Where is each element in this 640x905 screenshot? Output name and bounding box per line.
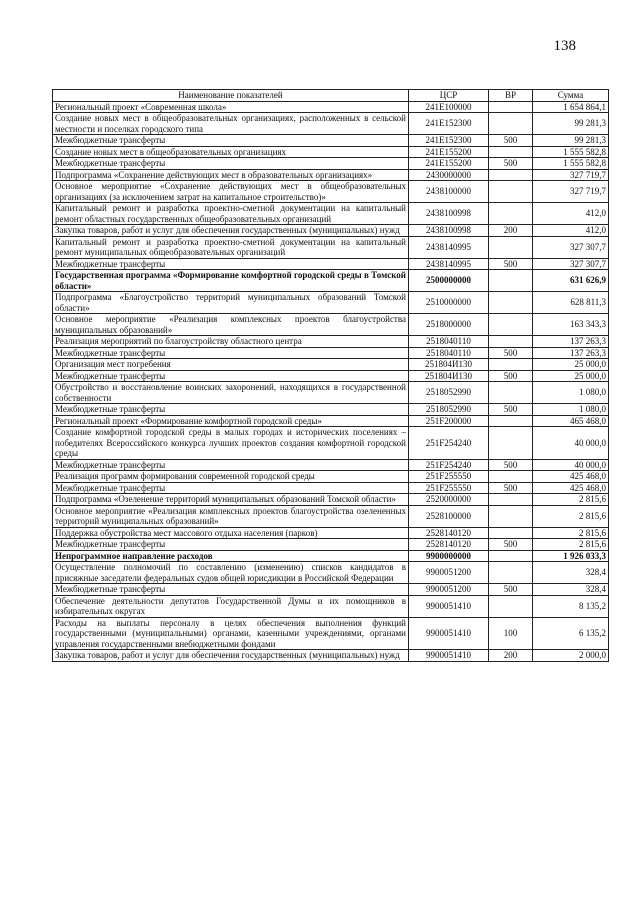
- header-name: Наименование показателей: [53, 90, 409, 102]
- row-vr: [489, 415, 533, 427]
- table-row: [53, 101, 609, 113]
- row-sum: 327 307,7: [533, 258, 609, 270]
- row-code: 241E152300: [409, 113, 489, 135]
- row-code: 251F254240: [409, 459, 489, 471]
- row-code: 241E155200: [409, 158, 489, 170]
- table-row: [53, 562, 609, 584]
- row-vr: [489, 270, 533, 292]
- row-name: Подпрограмма «Сохранение действующих мест в образовательных организациях»: [53, 169, 409, 181]
- row-code: 2438100998: [409, 225, 489, 237]
- row-sum: 465 468,0: [533, 415, 609, 427]
- table-row: [53, 270, 609, 292]
- row-code: 2438140995: [409, 258, 489, 270]
- row-vr: 500: [489, 258, 533, 270]
- row-sum: 1 555 582,8: [533, 158, 609, 170]
- table-row: [53, 427, 609, 460]
- row-code: 251F200000: [409, 415, 489, 427]
- table-row: [53, 584, 609, 596]
- row-code: 2518052990: [409, 404, 489, 416]
- row-code: 2438100000: [409, 181, 489, 203]
- table-row: [53, 359, 609, 371]
- table-row: [53, 181, 609, 203]
- row-sum: 1 080,0: [533, 382, 609, 404]
- row-name: Межбюджетные трансферты: [53, 584, 409, 596]
- row-vr: 200: [489, 225, 533, 237]
- row-vr: 500: [489, 347, 533, 359]
- row-sum: 412,0: [533, 225, 609, 237]
- row-vr: [489, 359, 533, 371]
- row-code: 251F255550: [409, 471, 489, 483]
- row-sum: 40 000,0: [533, 427, 609, 460]
- row-name: Создание новых мест в общеобразовательных организациях: [53, 146, 409, 158]
- row-code: 2438100998: [409, 203, 489, 225]
- header-sum: Сумма: [533, 90, 609, 102]
- row-code: 241E100000: [409, 101, 489, 113]
- row-vr: 500: [489, 482, 533, 494]
- row-sum: 327 307,7: [533, 236, 609, 258]
- row-sum: 2 000,0: [533, 650, 609, 662]
- row-name: Реализация программ формирования современной городской среды: [53, 471, 409, 483]
- table-body: [53, 101, 609, 661]
- row-code: 251F254240: [409, 427, 489, 460]
- table-row: [53, 595, 609, 617]
- row-vr: [489, 314, 533, 336]
- row-vr: [489, 550, 533, 562]
- row-sum: 1 926 033,3: [533, 550, 609, 562]
- row-vr: 200: [489, 650, 533, 662]
- row-name: Осуществление полномочий по составлению (изменению) списков кандидатов в присяжные заседатели федеральных судов общей юрисдикции в Российской Федерации: [53, 562, 409, 584]
- row-sum: 163 343,3: [533, 314, 609, 336]
- row-code: 2518052990: [409, 382, 489, 404]
- row-code: 2518000000: [409, 314, 489, 336]
- row-name: Расходы на выплаты персоналу в целях обеспечения выполнения функций государственными (муниципальными) органами, казенными учреждениями, органами управления государственными внебюджетными фондами: [53, 617, 409, 650]
- row-sum: 2 815,6: [533, 539, 609, 551]
- row-vr: [489, 292, 533, 314]
- row-sum: 137 263,3: [533, 336, 609, 348]
- row-name: Межбюджетные трансферты: [53, 404, 409, 416]
- row-vr: [489, 562, 533, 584]
- row-vr: [489, 113, 533, 135]
- row-name: Подпрограмма «Озеленение территорий муниципальных образований Томской области»: [53, 494, 409, 506]
- row-vr: [489, 427, 533, 460]
- row-sum: 25 000,0: [533, 359, 609, 371]
- row-vr: 100: [489, 617, 533, 650]
- row-name: Капитальный ремонт и разработка проектно-сметной документации на капитальный ремонт областных государственных общеобразовательных организаций: [53, 203, 409, 225]
- table-row: [53, 494, 609, 506]
- row-sum: 328,4: [533, 584, 609, 596]
- row-sum: 2 815,6: [533, 527, 609, 539]
- row-sum: 99 281,3: [533, 135, 609, 147]
- row-code: 2528100000: [409, 505, 489, 527]
- row-code: 2510000000: [409, 292, 489, 314]
- row-sum: 99 281,3: [533, 113, 609, 135]
- row-name: Закупка товаров, работ и услуг для обеспечения государственных (муниципальных) нужд: [53, 225, 409, 237]
- table-row: [53, 482, 609, 494]
- row-name: Обустройство и восстановление воинских захоронений, находящихся в государственной собственности: [53, 382, 409, 404]
- row-code: 9900051200: [409, 584, 489, 596]
- row-vr: [489, 101, 533, 113]
- row-name: Реализация мероприятий по благоустройству областного центра: [53, 336, 409, 348]
- row-sum: 1 555 582,8: [533, 146, 609, 158]
- row-code: 241E155200: [409, 146, 489, 158]
- row-sum: 2 815,6: [533, 494, 609, 506]
- row-vr: [489, 169, 533, 181]
- row-sum: 2 815,6: [533, 505, 609, 527]
- table-row: [53, 236, 609, 258]
- row-name: Основное мероприятие «Реализация комплексных проектов благоустройства муниципальных образований»: [53, 314, 409, 336]
- row-vr: [489, 203, 533, 225]
- row-name: Обеспечение деятельности депутатов Государственной Думы и их помощников в избирательных округах: [53, 595, 409, 617]
- table-row: [53, 113, 609, 135]
- table-row: [53, 550, 609, 562]
- row-vr: [489, 527, 533, 539]
- row-sum: 631 626,9: [533, 270, 609, 292]
- row-sum: 412,0: [533, 203, 609, 225]
- table-row: [53, 459, 609, 471]
- row-vr: [489, 505, 533, 527]
- table-row: [53, 146, 609, 158]
- row-vr: [489, 382, 533, 404]
- row-vr: 500: [489, 459, 533, 471]
- row-code: 9900051410: [409, 650, 489, 662]
- row-sum: 6 135,2: [533, 617, 609, 650]
- table-row: [53, 336, 609, 348]
- row-name: Организация мест погребения: [53, 359, 409, 371]
- table-row: [53, 404, 609, 416]
- table-row: [53, 258, 609, 270]
- row-name: Создание новых мест в общеобразовательных организациях, расположенных в сельской местности и поселках городского типа: [53, 113, 409, 135]
- page-number: 138: [553, 38, 576, 54]
- table-row: [53, 314, 609, 336]
- row-sum: 40 000,0: [533, 459, 609, 471]
- row-vr: 500: [489, 584, 533, 596]
- row-name: Основное мероприятие «Реализация комплексных проектов благоустройства озелененных территорий муниципальных образований»: [53, 505, 409, 527]
- row-code: 2528140120: [409, 539, 489, 551]
- header-vr: ВР: [489, 90, 533, 102]
- row-code: 2430000000: [409, 169, 489, 181]
- table-row: [53, 158, 609, 170]
- row-vr: [489, 181, 533, 203]
- row-sum: 25 000,0: [533, 370, 609, 382]
- table-row: [53, 292, 609, 314]
- row-sum: 1 080,0: [533, 404, 609, 416]
- row-vr: [489, 595, 533, 617]
- row-name: Межбюджетные трансферты: [53, 347, 409, 359]
- row-vr: 500: [489, 135, 533, 147]
- row-name: Межбюджетные трансферты: [53, 158, 409, 170]
- row-sum: 327 719,7: [533, 181, 609, 203]
- row-code: 9900051410: [409, 617, 489, 650]
- row-sum: 327 719,7: [533, 169, 609, 181]
- row-vr: 500: [489, 370, 533, 382]
- row-vr: [489, 236, 533, 258]
- row-vr: 500: [489, 404, 533, 416]
- row-name: Межбюджетные трансферты: [53, 370, 409, 382]
- row-sum: 137 263,3: [533, 347, 609, 359]
- row-code: 2518040110: [409, 336, 489, 348]
- row-sum: 425 468,0: [533, 482, 609, 494]
- table-row: [53, 203, 609, 225]
- row-name: Межбюджетные трансферты: [53, 258, 409, 270]
- table-row: [53, 527, 609, 539]
- table-row: [53, 169, 609, 181]
- row-code: 9900000000: [409, 550, 489, 562]
- row-code: 2518040110: [409, 347, 489, 359]
- row-code: 2520000000: [409, 494, 489, 506]
- row-code: 251804И130: [409, 359, 489, 371]
- row-code: 241E152300: [409, 135, 489, 147]
- budget-table: [52, 89, 609, 662]
- row-name: Межбюджетные трансферты: [53, 135, 409, 147]
- row-vr: 500: [489, 539, 533, 551]
- table-header-row: [53, 90, 609, 102]
- row-sum: 8 135,2: [533, 595, 609, 617]
- row-vr: [489, 146, 533, 158]
- header-code: ЦСР: [409, 90, 489, 102]
- table-row: [53, 347, 609, 359]
- row-name: Создание комфортной городской среды в малых городах и исторических поселениях – победителях Всероссийского конкурса лучших проектов создания комфортной городской среды: [53, 427, 409, 460]
- row-name: Региональный проект «Современная школа»: [53, 101, 409, 113]
- row-code: 9900051410: [409, 595, 489, 617]
- table-row: [53, 135, 609, 147]
- table-row: [53, 370, 609, 382]
- row-code: 251804И130: [409, 370, 489, 382]
- row-name: Межбюджетные трансферты: [53, 539, 409, 551]
- row-name: Региональный проект «Формирование комфортной городской среды»: [53, 415, 409, 427]
- row-sum: 425 468,0: [533, 471, 609, 483]
- row-code: 2528140120: [409, 527, 489, 539]
- row-name: Государственная программа «Формирование комфортной городской среды в Томской области»: [53, 270, 409, 292]
- row-name: Непрограммное направление расходов: [53, 550, 409, 562]
- row-name: Основное мероприятие «Сохранение действующих мест в общеобразовательных организациях (за исключением затрат на капитальное строительство)»: [53, 181, 409, 203]
- row-code: 251F255550: [409, 482, 489, 494]
- table-row: [53, 505, 609, 527]
- table-row: [53, 650, 609, 662]
- row-name: Подпрограмма «Благоустройство территорий муниципальных образований Томской области»: [53, 292, 409, 314]
- row-code: 9900051200: [409, 562, 489, 584]
- row-name: Межбюджетные трансферты: [53, 482, 409, 494]
- row-name: Закупка товаров, работ и услуг для обеспечения государственных (муниципальных) нужд: [53, 650, 409, 662]
- row-sum: 328,4: [533, 562, 609, 584]
- table-row: [53, 539, 609, 551]
- row-sum: 1 654 864,1: [533, 101, 609, 113]
- row-sum: 628 811,3: [533, 292, 609, 314]
- row-vr: [489, 471, 533, 483]
- row-name: Межбюджетные трансферты: [53, 459, 409, 471]
- row-vr: 500: [489, 158, 533, 170]
- table-row: [53, 382, 609, 404]
- table-row: [53, 617, 609, 650]
- table-row: [53, 415, 609, 427]
- row-vr: [489, 494, 533, 506]
- table-row: [53, 225, 609, 237]
- table-row: [53, 471, 609, 483]
- row-vr: [489, 336, 533, 348]
- row-code: 2438140995: [409, 236, 489, 258]
- row-name: Поддержка обустройства мест массового отдыха населения (парков): [53, 527, 409, 539]
- row-code: 2500000000: [409, 270, 489, 292]
- row-name: Капитальный ремонт и разработка проектно-сметной документации на капитальный ремонт муниципальных общеобразовательных организаций: [53, 236, 409, 258]
